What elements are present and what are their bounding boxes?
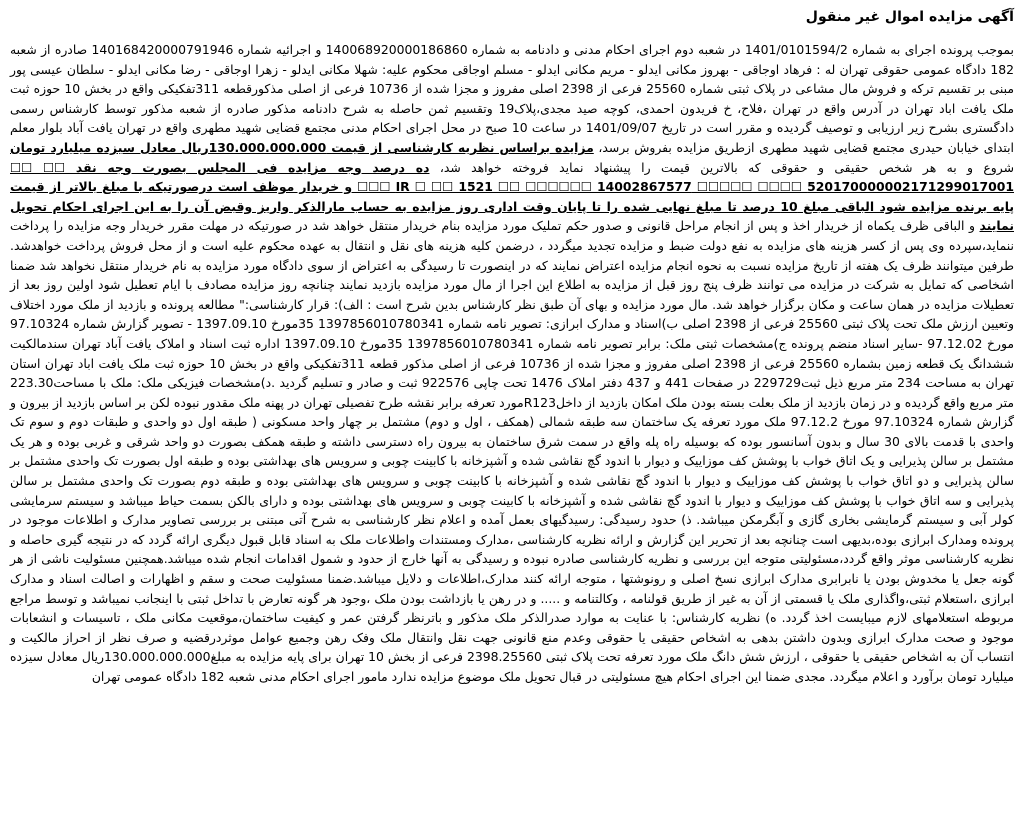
- notice-sale-terms: شروع و به هر شخص حقیقی و حقوقی که بالاترین قیمت را پیشنهاد نماید فروخته خواهد شد،: [429, 159, 1014, 175]
- notice-title: آگهی مزایده اموال غیر منقول: [805, 9, 1014, 25]
- notice-details: و الباقی ظرف یکماه از خریدار اخذ و پس از انجام مراحل قانونی و صدور حکم تملیک مورد مزایده بنام خریدار منتقل خواهد شد در صورتیکه در مهلت مقرر خریدار وجه مزایده را پرداخت ننماید،سپرده وی پس از کسر هزینه های مزایده به نفع دولت ضبط و مزایده تجدید میگردد ، درضمن کلیه هزینه های نقل و انتقال به عهده محکوم علیه است و از محل فروش پرداخت خواهدشد. طرفین میتوانند ظرف یک هفته از تاریخ مزایده نسبت به نحوه انجام مزایده اعتراض نمایند که در اینصورت تا رسیدگی به اعتراض از سوی دادگاه مورد مزایده به نام خریدار منتقل نخواهد شد ضمنا اشخاصی که تمایل به شرکت در مزایده می توانند ظرف پنج روز قبل از مزایده به اطلاع این اجرا از مال مورد مزایده بازدید نمایند چنانچه روز مزایده مصادف با ایام تعطیل شود اولین روز بعد از تعطیلات مزایده در همان ساعت و مکان برگزار خواهد شد. مال مورد مزایده و بهای آن طبق نظر کارشناس بدین شرح است : الف): قرار کارشناسی:" مطالعه پرونده و بازدید از ملک مورد اختلاف وتعیین ارزش ملک تحت پلاک ثبتی 25560 فرعی از 2398 اصلی ب)اسناد و مدارک ابرازی: تصویر نامه شماره 1397856010780341 35مورخ 1397.09.10 - تصویر گزارش شماره 97.10324 مورخ 97.12.02 -سایر اسناد منضم پرونده ج)مشخصات ثبتی ملک: برابر تصویر نامه شماره 1397856010780341 35مورخ 1397.09.10 اداره ثبت اسناد و املاک یافت آباد تهران سندمالکیت ششدانگ یک قطعه زمین بشماره 25560 فرعی از 2398 اصلی مفروز و مجزا شده از 10736 فرعی از اصلی مذکور قطعه 311تفکیکی واقع در بخش 10 حوزه ثبت ملک یافت اباد تهران استان تهران به مساحت 234 متر مربع ذیل ثبت229729 در صفحات 441 و 437 دفتر املاک 1476 تحت چاپی 922576 ثبت و صادر و تسلیم گردید .د)مشخصات فیزیکی ملک: ملک با مساحت223.30 متر مربع واقع گردیده و در زمان بازدید از ملک بعلت بسته بودن ملک امکان بازدید از داخلR123مورد تعرفه برابر نقشه طرح تفصیلی تهران در پهنه ملک مقدور نبوده لکن بر اساس بازدید از بیرون و گزارش شماره 97.10324 مورخ 97.12.2 ملک مورد تعرفه یک ساختمان سه طبقه شمالی (همکف ، اول و دوم) مشتمل بر چهار واحد مسکونی ( طبقه اول دو واحدی و طبقات دوم و سوم تک واحدی با قدمت بالای 30 سال و بدون آسانسور بوده که بوسیله راه پله واقع در سمت شرق ساختمان به بیرون راه دسترسی داشته و طبقه همکف بصورت دو واحد شرقی و غربی بوده و هر یک مشتمل بر سالن پذیرایی و یک اتاق خواب با پوشش کف موزاییک و دیوار با اندود گچ نقاشی شده و آشپزخانه با کابینت چوبی و سرویس های بهداشتی بوده و طبقه اول بصورت تک واحدی مشتمل بر سالن پذیرایی و دو اتاق خواب با پوشش کف موزاییک و دیوار با اندود گچ نقاشی شده و آشپزخانه با کابینت چوبی و سرویس های بهداشتی بوده و طبقه دوم بصورت تک واحدی مشتمل بر سالن پذیرایی و سه اتاق خواب با پوشش کف موزاییک و دیوار با اندود گچ نقاشی شده و آشپزخانه با کابینت چوبی و سرویس های بهداشتی بوده و دارای بالکن بسمت حیاط میباشد و سیستم سرمایشی کولر آبی و سیستم گرمایشی بخاری گازی و آبگرمکن میباشد. ذ) حدود رسیدگی: رسیدگیهای بعمل آمده و اعلام نظر کارشناسی به شرح آتی مبتنی بر بررسی تصاویر مدارک و اطلاعات موجود در پرونده ومدارک ابرازی بوده،بدیهی است چنانچه بعد از تحریر این گزارش و ارائه نظریه کارشناسی ،مدارک ومستندات واطلاعات ملک به اسناد قابل قبول دیگری ارائه گردد که در نتیجه گیری حاصله و نظریه کارشناسی موثر واقع گردد،مسئولیتی متوجه این بررسی و نظریه کارشناسی صادره نبوده و رسیدگی به آنها خارج از حدود و شمول اقدامات انجام شده میباشد.همچنین مسئولیت ناشی از هر گونه جعل یا مخدوش بودن یا نابرابری مدارک ابرازی نسخ اصلی و رونوشتها ، متوجه ارائه کنند مدارک،اطلاعات و دلایل میباشد.ضمنا مسئولیت صحت و سقم و اظهارات و اصالت اسناد و مدارک ابرازی ،استعلام ثبتی،واگذاری ملک یا قسمتی از آن به غیر از طریق قولنامه ، وکالتنامه و ..... و در رهن یا بازداشت بودن ملک ،وجود هر گونه تعارض با تداخل ثبتی با اینجانب نمیباشد و توسط مراجع مربوطه استعلامهای لازم میبایست اخذ گردد. ه) نظریه کارشناس: با عنایت به موارد صدرالذکر ملک مذکور و باترنظر گرفتن عمر و کیفیت ساختمان،موقعیت مکانی ملک ، تاسیسات و انشعابات موجود و صحت مدارک ابرازی وبدون داشتن بدهی به اشخاص حقیقی یا حقوقی وعدم منع قانونی جهت نقل وانتقال ملک وفک رهن وجمیع عوامل موثردرقضیه و صرف نظر از احراز مالکیت و انتساب آن به اشخاص حقیقی یا حقوقی ، ارزش شش دانگ ملک مورد تعرفه تحت پلاک ثبتی 2398.25560 فرعی از بخش 10 تهران برای پایه مزایده به مبلغ130.000.000.000ریال معادل سیزده میلیارد تومان برآورد و اعلام میگردد. مجدی ضمنا این اجرای احکام هیچ مسئولیتی در قبال تحویل ملک موضوع مزایده ندارد مامور اجرای احکام مدنی شعبه 182 دادگاه عمومی تهران: [10, 218, 1015, 684]
- notice-body: [10, 40, 1014, 687]
- notice-intro: بموجب پرونده اجرای به شماره 1401/0101594/2 در شعبه دوم اجرای احکام مدنی و دادنامه به شماره 140068920000186860 و اجرائیه شماره 140168420000791946 صادره از شعبه 182 دادگاه عمومی حقوقی تهران له : فرهاد اوجاقی - بهروز مکانی ایدلو - مریم مکانی ایدلو - مسلم اوجاقی محکوم علیه: شهلا مکانی ایدلو - زهرا اوجاقی - رضا مکانی ایدلو - سلطان عیسی پور مبنی بر تقسیم ترکه و فروش مال مشاعی در پلاک ثبتی شماره 25560 فرعی از 2398 اصلی مفروز و مجزا شده از 10736 فرعی از اصلی مذکورقطعه 311تفکیکی واقع در بخش 10 حوزه ثبت ملک یافت اباد تهران در آدرس واقع در تهران ،فلاح، خ فریدون احمدی، کوچه صید مجدی،پلاک19 وتقسیم ثمن حاصله به شرح دادنامه مذکور صادره از شعبه مذکور توسط کارشناس رسمی دادگستری بشرح زیر ارزیابی و توصیف گردیده و مقرر است در تاریخ 1401/09/07 در ساعت 10 صبح در محل اجرای احکام مدنی مجتمع قضایی شهید مطهری واقع در تهران یافت آباد بلوار معلم ابتدای خیابان حیدری مجتمع قضایی شهید مطهری ازطریق مزایده بفروش برسد،: [10, 42, 1014, 155]
- deposit-terms: ده درصد وجه مزایده فی المجلس بصورت وجه نقد ☐☐ ☐☐ 520170000002171299017001 ☐☐☐☐ ☐☐☐☐☐ IR ☐ ☐☐ 1521 ☐☐ ☐☐☐☐☐☐ 14002867577 ☐☐☐ و خریدار موظف است درصورتیکه با مبلغ بالاتر از قیمت پایه برنده مزایده شود الباقی مبلغ 10 درصد تا مبلغ نهایی شده را تا پایان وقت اداری روز مزایده به حساب مارالذکر واریز وقبض آن را به این اجرای احکام تحویل نمایند: [10, 159, 1014, 234]
- auction-base-price: مزایده براساس نظریه کارشناسی از قیمت 130.000.000.000ریال معادل سیزده میلیارد تومان: [10, 139, 594, 155]
